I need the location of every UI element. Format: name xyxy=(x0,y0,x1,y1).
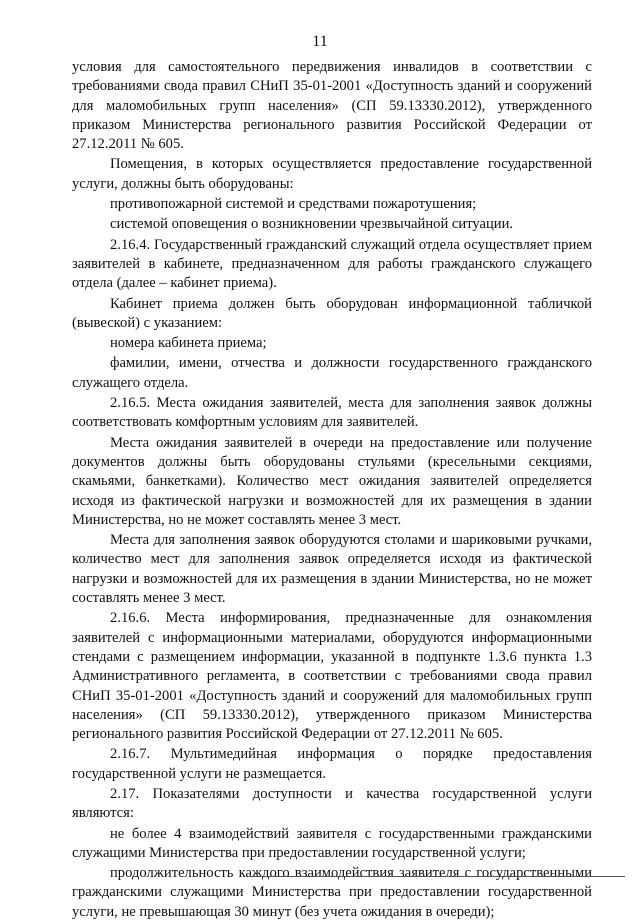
paragraph-form-places: Места для заполнения заявок оборудуются столами и шариковыми ручками, количество мест для заполнения заявок определяется исходя из фактической нагрузки и возможностей для их размещения в здании Министерства, но не может составлять менее 3 мест. xyxy=(72,532,592,607)
paragraph-2-16-6: 2.16.6. Места информирования, предназначенные для ознакомления заявителей с информационными материалами, оборудуются информационными стендами с размещением информации, указанной в подпункте 1.3.6 пункта 1.3 Административного регламента, в соответствии с требованиями свода правил СНиП 35-01-2001 «Доступность зданий и сооружений для маломобильных групп населения» (СП 59.13330.2012), утвержденного приказом Министерства регионального развития Российской Федерации от 27.12.2011 № 605. xyxy=(72,610,592,743)
paragraph-interactions-limit: не более 4 взаимодействий заявителя с государственными гражданскими служащими Министерства при предоставлении государственной услуги; xyxy=(72,825,592,861)
paragraph-office-sign: Кабинет приема должен быть оборудован информационной табличкой (вывеской) с указанием: xyxy=(72,295,592,331)
paragraph-2-16-5: 2.16.5. Места ожидания заявителей, места для заполнения заявок должны соответствовать комфортным условиям для заявителей. xyxy=(72,395,592,431)
document-body xyxy=(72,58,592,923)
paragraph-2-16-7: 2.16.7. Мультимедийная информация о порядке предоставления государственной услуги не размещается. xyxy=(72,746,592,782)
paragraph-interaction-duration: продолжительность каждого взаимодействия заявителя с государственными гражданскими служащими Министерства при предоставлении государственной услуги, не превышающая 30 минут (без учета ожидания в очереди); xyxy=(72,865,592,920)
paragraph-2-17: 2.17. Показателями доступности и качества государственной услуги являются: xyxy=(72,785,592,822)
page-number: 11 xyxy=(312,33,328,50)
paragraph-accessibility-conditions: условия для самостоятельного передвижения инвалидов в соответствии с требованиями свода правил СНиП 35-01-2001 «Доступность зданий и сооружений для маломобильных групп населения» (СП 59.13330.2012), утвержденного приказом Министерства регионального развития Российской Федерации от 27.12.2011 № 605. xyxy=(72,59,592,153)
footer-divider xyxy=(250,876,625,877)
paragraph-emergency-system: системой оповещения о возникновении чрезвычайной ситуации. xyxy=(110,216,514,233)
paragraph-employee-name: фамилии, имени, отчества и должности государственного гражданского служащего отдела. xyxy=(72,355,592,391)
paragraph-premises-equipment: Помещения, в которых осуществляется предоставление государственной услуги, должны быть оборудованы: xyxy=(72,156,592,192)
paragraph-2-16-4: 2.16.4. Государственный гражданский служащий отдела осуществляет прием заявителей в кабинете, предназначенном для работы гражданского служащего отдела (далее – кабинет приема). xyxy=(72,236,592,292)
paragraph-waiting-places: Места ожидания заявителей в очереди на предоставление или получение документов должны быть оборудованы стульями (кресельными секциями, скамьями, банкетками). Количество мест ожидания заявителей определяется исходя из фактической нагрузки и возможностей для их размещения в здании Министерства, но не может составлять менее 3 мест. xyxy=(72,434,592,528)
paragraph-fire-system: противопожарной системой и средствами пожаротушения; xyxy=(110,196,477,213)
paragraph-office-number: номера кабинета приема; xyxy=(110,335,267,352)
